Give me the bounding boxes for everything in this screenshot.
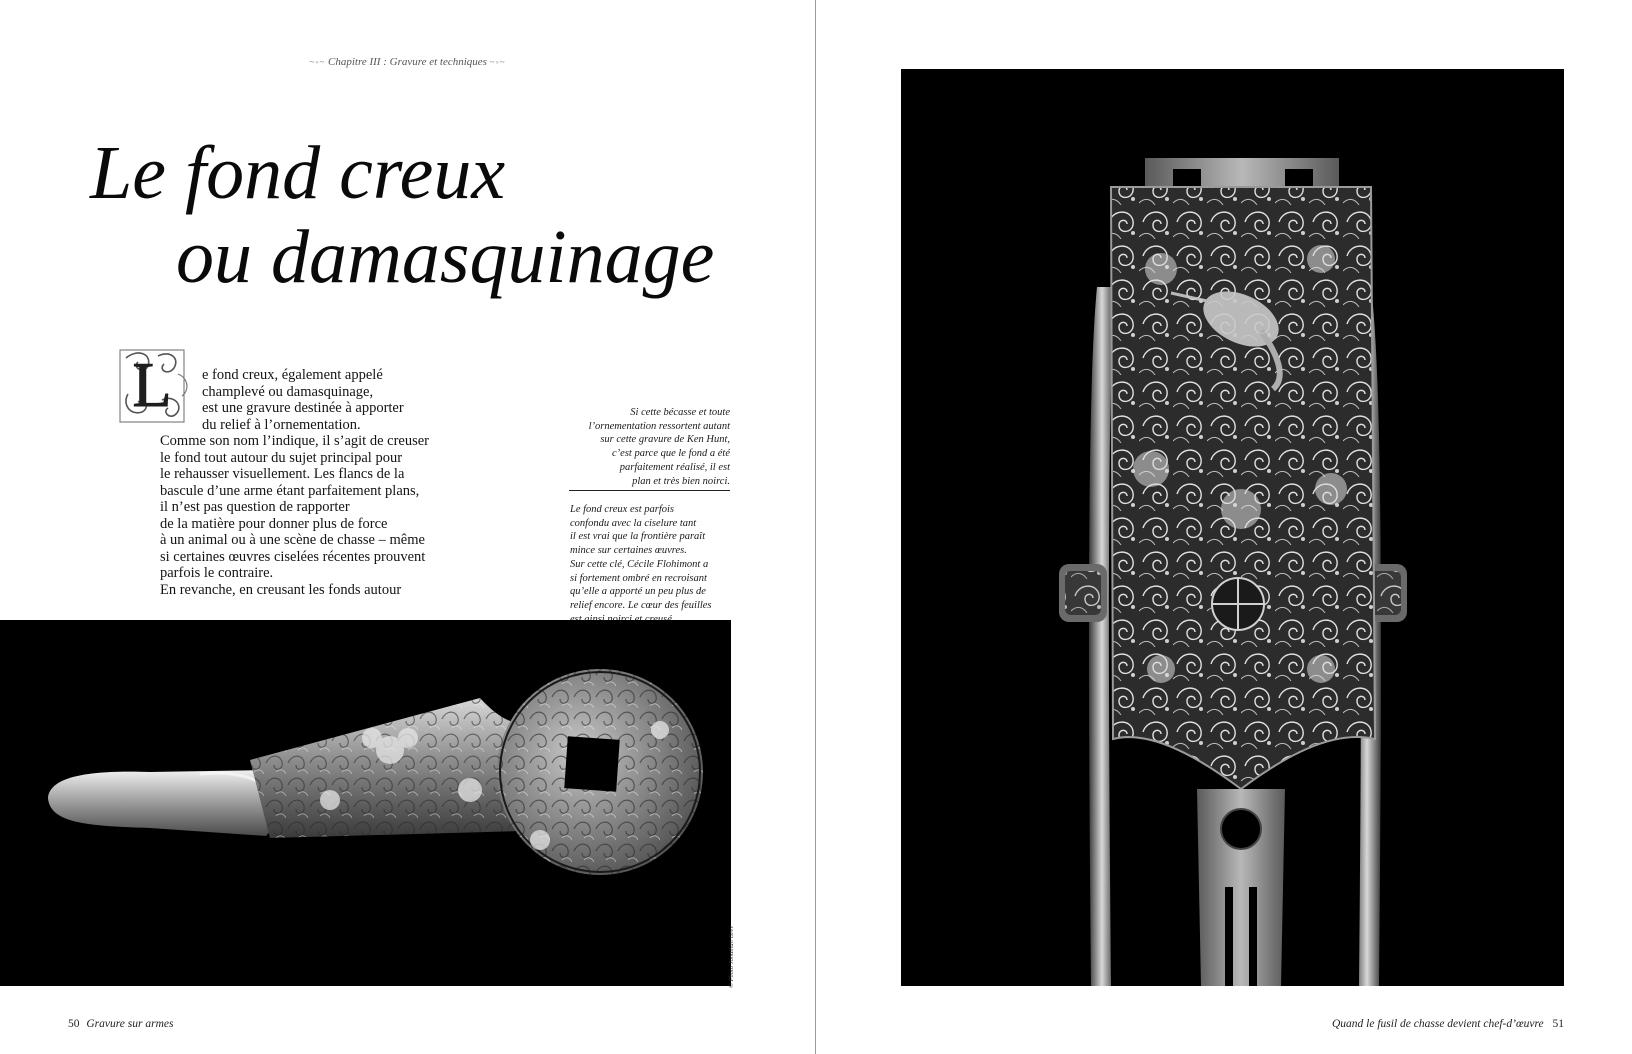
caption-line: mince sur certaines œuvres.: [570, 545, 687, 557]
caption-line: qu’elle a apporté un peu plus de: [570, 586, 706, 598]
body-text-line: du relief à l’ornementation.: [202, 417, 361, 433]
ornament-icon: ~◦~: [309, 57, 326, 67]
engraved-key-photo: [0, 620, 731, 986]
caption-line: confondu avec la ciselure tant: [570, 517, 697, 529]
caption-line: Si cette bécasse et toute: [630, 407, 730, 418]
caption-line: il est vrai que la frontière paraît: [570, 531, 706, 543]
svg-text:L: L: [132, 349, 172, 420]
caption-divider: [569, 490, 730, 491]
ornate-dropcap-icon: [118, 344, 194, 426]
page-number-right: 51: [1552, 1018, 1564, 1030]
body-text-line: e fond creux, également appelé: [202, 367, 383, 383]
body-text-line: le rehausser visuellement. Les flancs de la: [160, 466, 405, 482]
body-text-line: Comme son nom l’indique, il s’agit de creuser: [160, 433, 430, 449]
book-title-footer: Gravure sur armes: [86, 1018, 174, 1030]
photo-caption-key: [570, 503, 750, 626]
body-text-line: le fond tout autour du sujet principal pour: [160, 450, 403, 466]
footer-left: [68, 1018, 173, 1030]
body-text-line: champlevé ou damasquinage,: [202, 384, 374, 400]
photo-caption-woodcock: [560, 406, 730, 488]
engraved-gun-action-photo: [901, 69, 1564, 986]
caption-line: Sur cette clé, Cécile Flohimont a: [570, 558, 709, 570]
caption-line: plan et très bien noirci.: [632, 475, 730, 487]
footer-right: [1332, 1018, 1564, 1030]
article-title-line-2: ou damasquinage: [176, 215, 715, 299]
subtitle-footer: Quand le fusil de chasse devient chef-d’œuvre: [1332, 1018, 1544, 1030]
body-text-line: de la matière pour donner plus de force: [160, 516, 388, 532]
chapter-title: Chapitre III : Gravure et techniques: [328, 56, 487, 68]
body-text-line: à un animal ou à une scène de chasse – même: [160, 532, 425, 548]
caption-line: Le fond creux est parfois: [570, 504, 675, 515]
body-text-line: il n’est pas question de rapporter: [160, 499, 350, 515]
body-text-line: parfois le contraire.: [160, 565, 274, 581]
running-header: [0, 56, 815, 68]
caption-line: l’ornementation ressortent autant: [588, 420, 730, 432]
ornament-icon: ~◦~: [489, 57, 506, 67]
page-spine: [815, 0, 816, 1054]
body-text-line: si certaines œuvres ciselées récentes prouvent: [160, 549, 426, 565]
caption-line: parfaitement réalisé, il est: [619, 461, 730, 473]
body-text-line: est une gravure destinée à apporter: [202, 400, 404, 416]
body-text-line: En revanche, en creusant les fonds autour: [160, 582, 402, 598]
body-text-line: bascule d’une arme étant parfaitement plans,: [160, 483, 420, 499]
caption-line: si fortement ombré en recroisant: [570, 572, 707, 584]
caption-line: sur cette gravure de Ken Hunt,: [600, 434, 730, 446]
photo-credit: © Photo Jonathan Grev: [728, 925, 735, 988]
caption-line: relief encore. Le cœur des feuilles: [570, 599, 712, 611]
article-title-line-1: Le fond creux: [90, 131, 506, 215]
caption-line: c’est parce que le fond a été: [612, 448, 730, 460]
page-number-left: 50: [68, 1018, 80, 1030]
